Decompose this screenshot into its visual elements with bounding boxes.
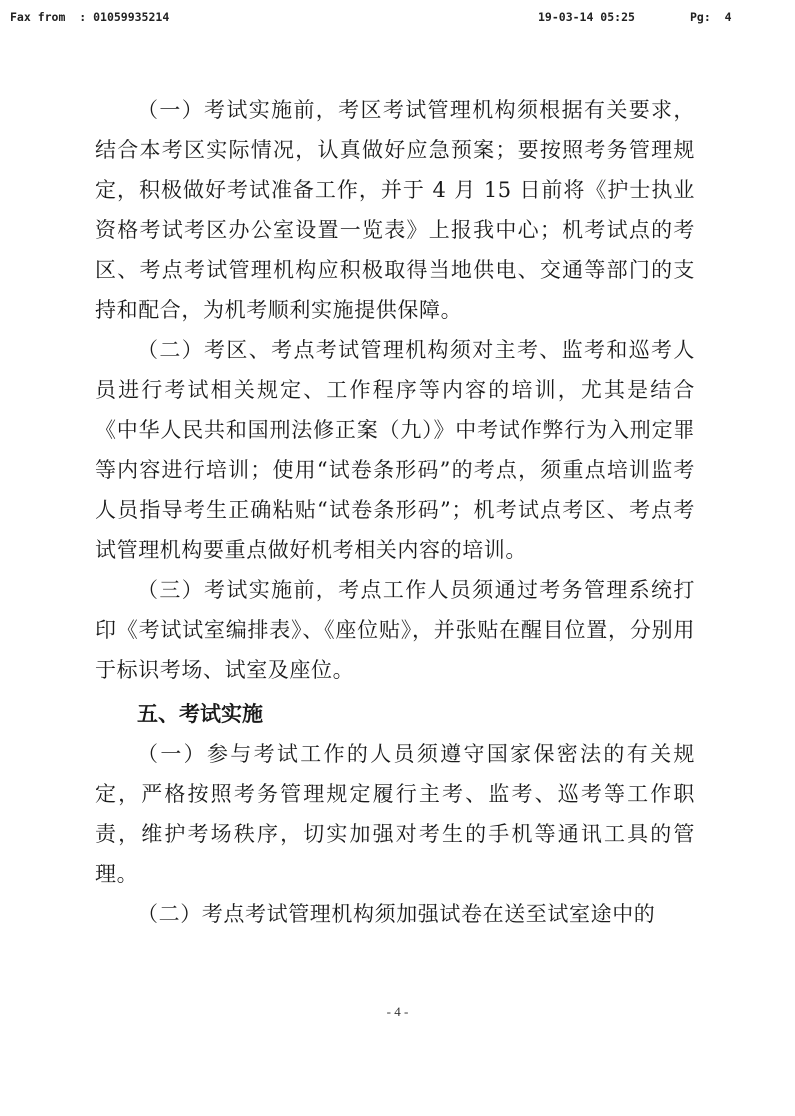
section-title: 五、考试实施 bbox=[137, 702, 263, 726]
fax-from-number: : 01059935214 bbox=[79, 10, 170, 24]
section-paragraph-2: （二）考点考试管理机构须加强试卷在送至试室途中的 bbox=[137, 902, 656, 926]
fax-page-value: 4 bbox=[724, 10, 732, 24]
page-number: - 4 - bbox=[386, 1004, 409, 1019]
fax-from bbox=[10, 10, 169, 24]
paragraph-3: （三）考试实施前，考点工作人员须通过考务管理系统打印《考试试室编排表》、《座位贴》，并张贴在醒目位置，分别用于标识考场、试室及座位。 bbox=[95, 578, 695, 682]
paragraph-2: （二）考区、考点考试管理机构须对主考、监考和巡考人员进行考试相关规定、工作程序等内容的培训，尤其是结合《中华人民共和国刑法修正案（九）》中考试作弊行为入刑定罪等内容进行培训；使用“试卷条形码”的考点，须重点培训监考人员指导考生正确粘贴“试卷条形码”；机考试点考区、考点考试管理机构要重点做好机考相关内容的培训。 bbox=[95, 338, 695, 562]
document-body bbox=[95, 90, 695, 934]
paragraph-1: （一）考试实施前，考区考试管理机构须根据有关要求，结合本考区实际情况，认真做好应急预案；要按照考务管理规定，积极做好考试准备工作，并于 4 月 15 日前将《护士执业资格考试考区办公室设置一览表》上报我中心；机考试点的考区、考点考试管理机构应积极取得当地供电、交通等部门的支持和配合，为机考顺利实施提供保障。 bbox=[95, 98, 695, 322]
fax-datetime: 19-03-14 05:25 bbox=[538, 10, 635, 24]
fax-header bbox=[0, 10, 795, 30]
fax-page bbox=[690, 10, 732, 24]
section-paragraph-1: （一）参与考试工作的人员须遵守国家保密法的有关规定，严格按照考务管理规定履行主考、监考、巡考等工作职责，维护考场秩序，切实加强对考生的手机等通讯工具的管理。 bbox=[95, 742, 695, 886]
fax-from-label: Fax from bbox=[10, 10, 66, 24]
fax-page-label: Pg: bbox=[690, 10, 711, 24]
